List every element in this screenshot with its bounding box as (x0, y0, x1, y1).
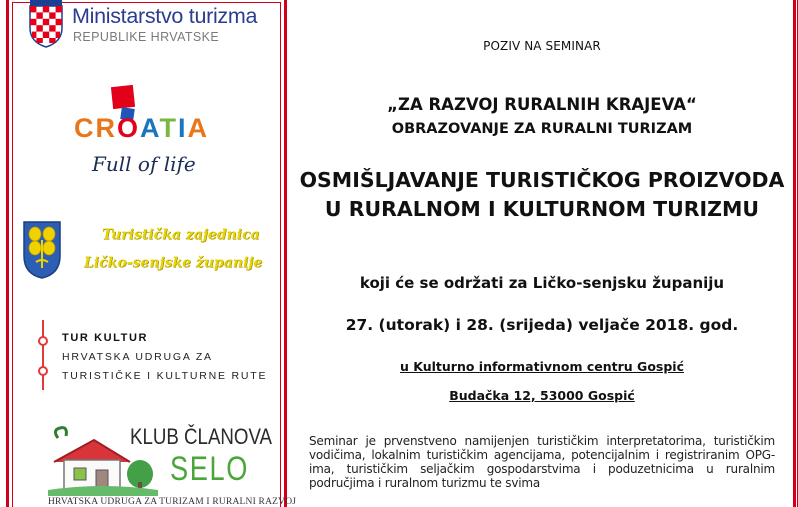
tur-kultur-line-2: HRVATSKA UDRUGA ZA (62, 351, 213, 363)
invitation-title-1: „ZA RAZVOJ RURALNIH KRAJEVA“ (387, 95, 697, 114)
selo-wordmark: SELO (170, 450, 249, 488)
seminar-invitation (297, 0, 787, 507)
route-stop-icon (38, 366, 48, 376)
tourist-board-logo (22, 220, 277, 290)
tourist-board-county: Ličko-senjske županije (84, 255, 263, 271)
klub-clanova-selo-logo (42, 420, 297, 507)
selo-subtitle: HRVATSKA UDRUGA ZA TURIZAM I RURALNI RAZVOJ (48, 497, 297, 507)
tur-kultur-line-3: TURISTIČKE I KULTURNE RUTE (62, 370, 268, 382)
klub-clanova-text: KLUB ČLANOVA (130, 424, 273, 449)
seminar-description: Seminar je prvenstveno namijenjen turističkim interpretatorima, turističkim vodičima, lokalnim turističkim agencijama, potencijalnim i registriranim OPG-ima, turističkim seljačkim gospodarstvima i poduzetnicima u ruralnim područjima i ruralnom turizmu te svima (309, 434, 775, 490)
ministry-of-tourism-logo (26, 0, 276, 52)
seminar-venue: u Kulturno informativnom centru Gospić (400, 359, 684, 374)
tur-kultur-name: TUR KULTUR (62, 332, 149, 344)
croatian-coat-of-arms-icon (28, 0, 64, 48)
seminar-address: Budačka 12, 53000 Gospić (449, 388, 635, 403)
seminar-county: koji će se održati za Ličko-senjsku županiju (359, 274, 725, 292)
ministry-subtitle: REPUBLIKE HRVATSKE (73, 30, 220, 44)
route-stop-icon (38, 336, 48, 346)
seminar-title: OSMIŠLJAVANJE TURISTIČKOG PROIZVODA U RURALNOM I KULTURNOM TURIZMU (299, 168, 785, 221)
tur-kultur-logo (36, 320, 276, 395)
ministry-name: Ministarstvo turizma (72, 4, 258, 28)
invitation-kicker: POZIV NA SEMINAR (483, 39, 601, 53)
croatia-wordmark: CROATIA (74, 113, 210, 143)
route-line-icon (42, 320, 44, 390)
tourist-board-name: Turistička zajednica (102, 227, 260, 243)
croatia-slogan: Full of life (92, 152, 196, 176)
invitation-title-2: OBRAZOVANJE ZA RURALNI TURIZAM (391, 121, 693, 137)
right-border (793, 0, 796, 507)
croatia-full-of-life-logo (62, 80, 232, 190)
red-square-icon (111, 85, 135, 109)
county-shield-icon (22, 220, 62, 280)
seminar-dates: 27. (utorak) i 28. (srijeda) veljače 2018. god. (345, 316, 739, 334)
